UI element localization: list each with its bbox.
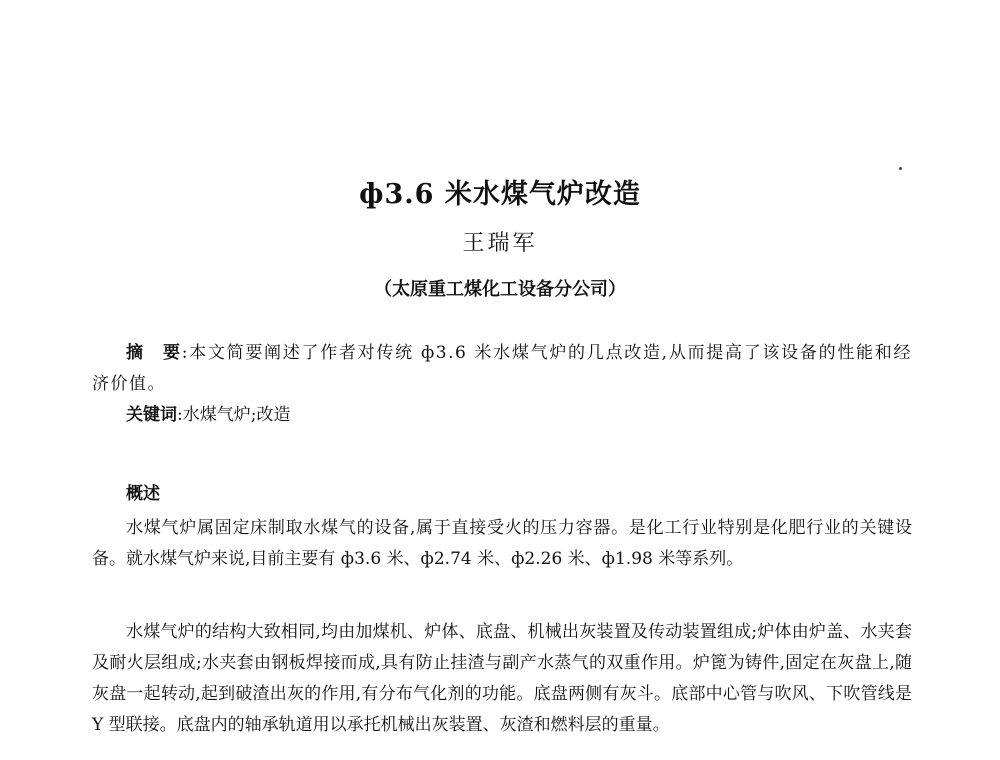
abstract-label-a: 摘: [126, 343, 145, 363]
abstract-text: :本文简要阐述了作者对传统 ф3.6 米水煤气炉的几点改造,从而提高了该设备的性能和经济价值。: [92, 343, 913, 394]
scan-speck: [899, 167, 902, 170]
body-paragraph-2: 水煤气炉的结构大致相同,均由加煤机、炉体、底盘、机械出灰装置及传动装置组成;炉体由炉盖、水夹套及耐火层组成;水夹套由钢板焊接而成,具有防止挂渣与副产水蒸气的双重作用。炉篦为铸件,固定在灰盘上,随灰盘一起转动,起到破渣出灰的作用,有分布气化剂的功能。底盘两侧有灰斗。底部中心管与吹风、下吹管线是 Y 型联接。底盘内的轴承轨道用以承托机械出灰装置、灰渣和燃料层的重量。: [92, 622, 912, 735]
abstract-label-b: 要: [162, 343, 182, 363]
author-affiliation: （太原重工煤化工设备分公司）: [374, 279, 626, 300]
section-heading: 概述: [126, 484, 160, 504]
body-paragraph-1: 水煤气炉属固定床制取水煤气的设备,属于直接受火的压力容器。是化工行业特别是化肥行业的关键设备。就水煤气炉来说,目前主要有 ф3.6 米、ф2.74 米、ф2.26 米、ф1.98 米等系列。: [92, 518, 912, 569]
keywords-line: [126, 400, 290, 431]
paper-title: ф3.6 米水煤气炉改造: [359, 179, 641, 210]
author-name: 王瑞军: [462, 231, 538, 256]
keywords-text: :水煤气炉;改造: [177, 405, 291, 425]
keywords-label: 关键词: [126, 405, 177, 425]
abstract-paragraph: [92, 338, 912, 400]
